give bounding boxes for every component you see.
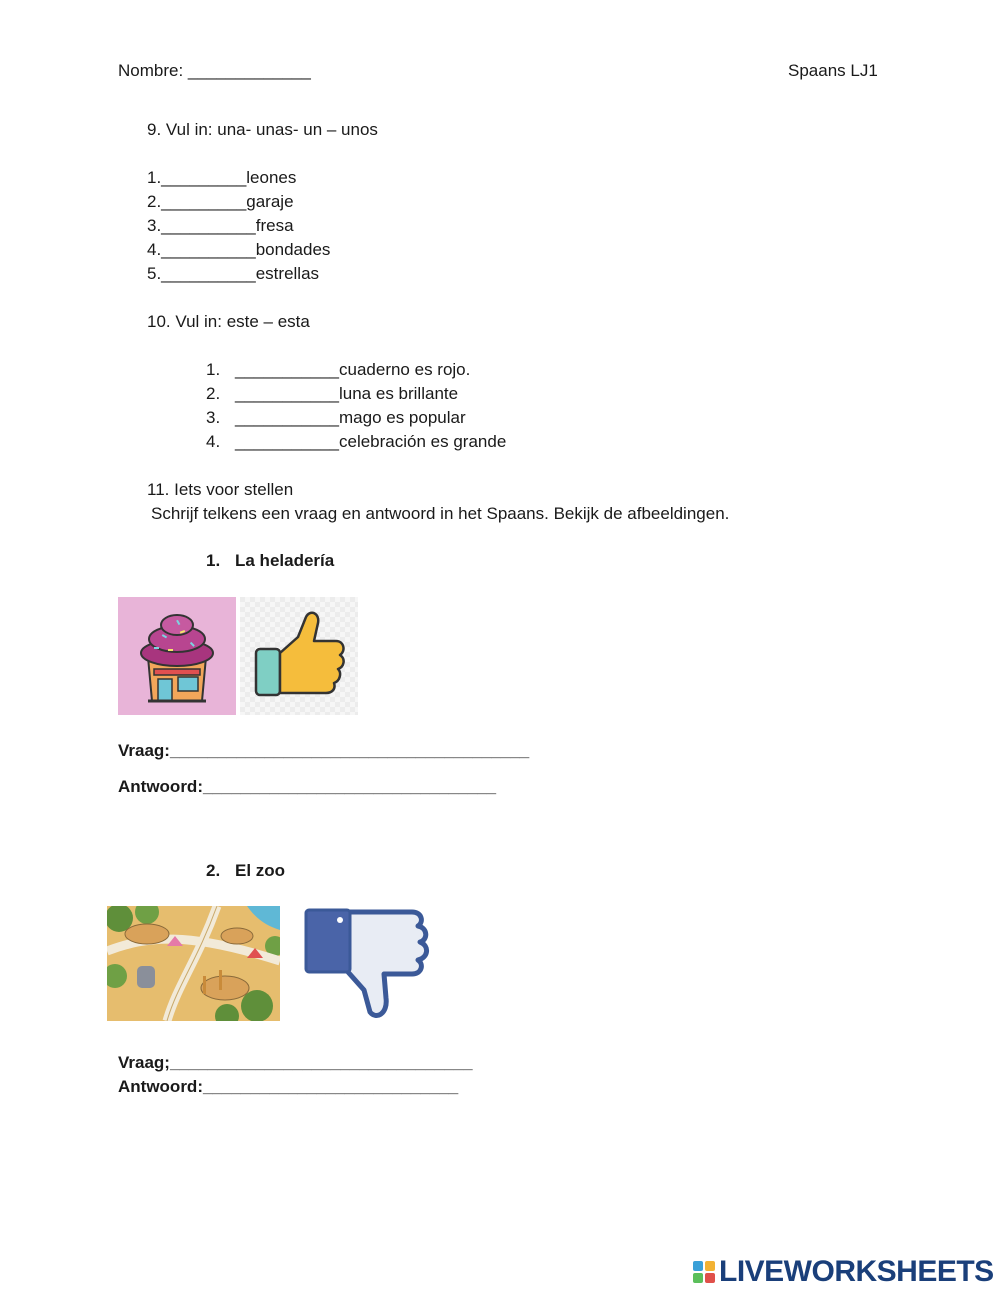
q9-item: 4.__________bondades bbox=[147, 240, 331, 259]
section-heading: El zoo bbox=[235, 861, 286, 880]
section-num: 1. bbox=[206, 551, 221, 570]
q9-item: 1._________leones bbox=[147, 168, 297, 187]
q10-item-num: 1. bbox=[206, 360, 221, 379]
answer-line[interactable]: Antwoord:___________________________ bbox=[118, 1077, 459, 1096]
zoo-map-image bbox=[107, 906, 280, 1021]
section-heading: La heladería bbox=[235, 551, 335, 570]
q10-item-text: ___________mago es popular bbox=[235, 408, 466, 427]
q10-item-num: 4. bbox=[206, 432, 221, 451]
liveworksheets-logo bbox=[693, 1255, 994, 1289]
q11-instruction: Schrijf telkens een vraag en antwoord in het Spaans. Bekijk de afbeeldingen. bbox=[151, 504, 730, 523]
question-line[interactable]: Vraag;________________________________ bbox=[118, 1053, 473, 1072]
thumbs-down-icon bbox=[300, 906, 436, 1022]
q10-item-num: 2. bbox=[206, 384, 221, 403]
question-line[interactable]: Vraag:______________________________________ bbox=[118, 741, 530, 760]
q11-title: 11. Iets voor stellen bbox=[147, 480, 294, 499]
q10-item-text: ___________luna es brillante bbox=[235, 384, 459, 403]
q10-item-num: 3. bbox=[206, 408, 221, 427]
q9-title: 9. Vul in: una- unas- un – unos bbox=[147, 120, 378, 139]
liveworksheets-brand: LIVEWORKSHEETS bbox=[719, 1255, 994, 1288]
name-field-label: Nombre: _____________ bbox=[118, 61, 311, 80]
q9-item: 5.__________estrellas bbox=[147, 264, 320, 283]
q10-title: 10. Vul in: este – esta bbox=[147, 312, 310, 331]
q9-item: 2._________garaje bbox=[147, 192, 294, 211]
thumbs-up-icon bbox=[240, 597, 358, 715]
course-label: Spaans LJ1 bbox=[788, 61, 878, 80]
section-num: 2. bbox=[206, 861, 221, 880]
ice-cream-shop-icon bbox=[118, 597, 236, 715]
q10-item-text: ___________celebración es grande bbox=[235, 432, 507, 451]
q10-item-text: ___________cuaderno es rojo. bbox=[235, 360, 471, 379]
answer-line[interactable]: Antwoord:_______________________________ bbox=[118, 777, 497, 796]
liveworksheets-mark-icon bbox=[693, 1261, 715, 1283]
q9-item: 3.__________fresa bbox=[147, 216, 294, 235]
